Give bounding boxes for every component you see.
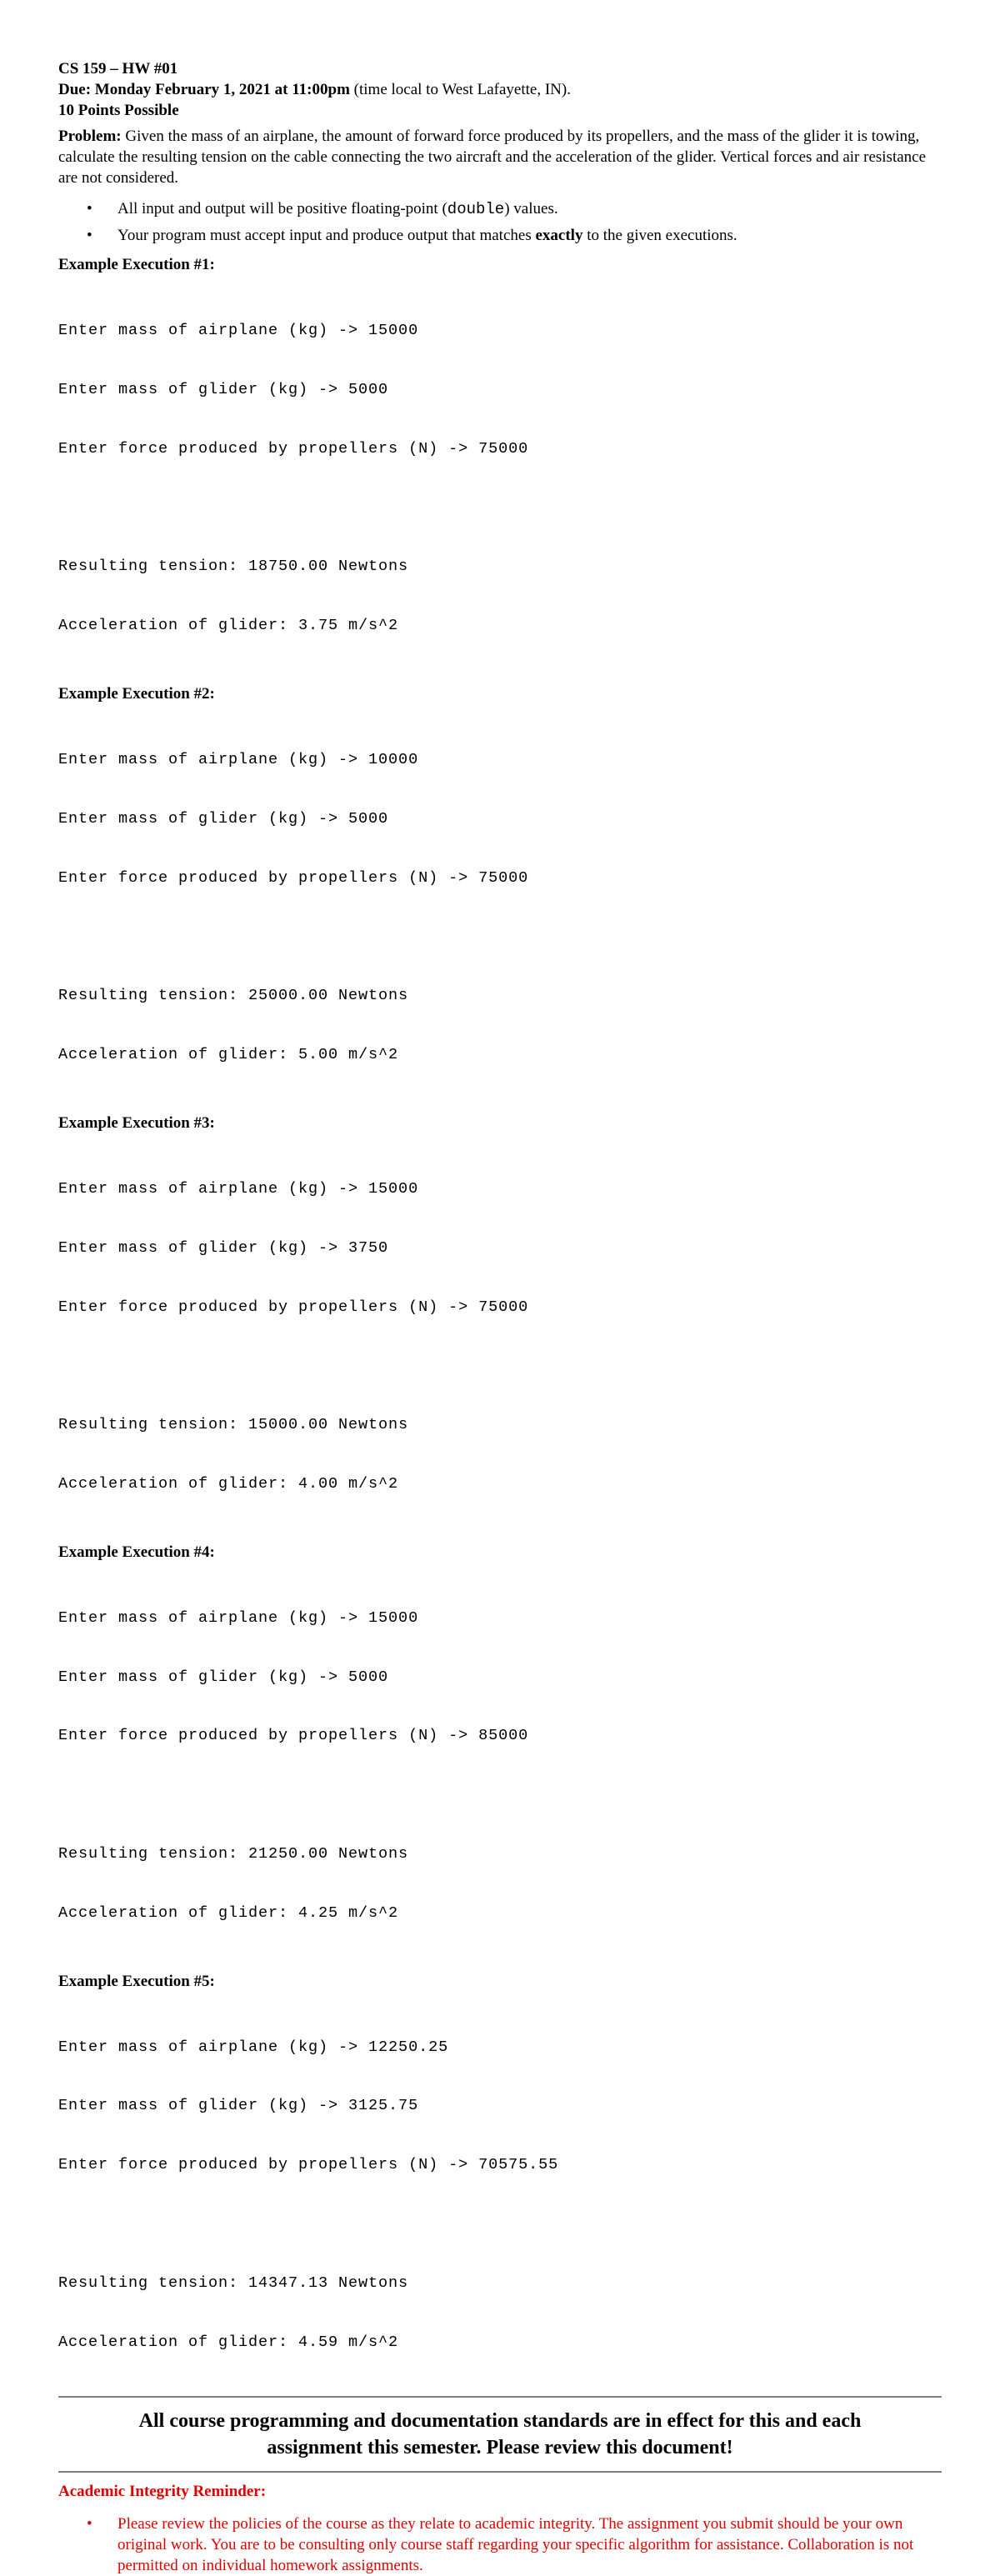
blank-line [58, 498, 942, 518]
problem-statement [58, 126, 942, 188]
standards-line: assignment this semester. Please review this document! [267, 2437, 733, 2459]
requirement-item [58, 198, 942, 220]
points-possible: 10 Points Possible [58, 102, 179, 119]
example-title: Example Execution #5: [58, 1972, 215, 1990]
example-title: Example Execution #3: [58, 1113, 215, 1132]
due-date: Due: Monday February 1, 2021 at 11:00pm [58, 81, 350, 98]
console-line: Enter mass of glider (kg) -> 3125.75 [58, 2097, 419, 2115]
bullet-icon: • [87, 2515, 92, 2533]
console-line: Acceleration of glider: 4.59 m/s^2 [58, 2333, 399, 2351]
divider [58, 2471, 942, 2473]
problem-label: Problem: [58, 128, 122, 145]
example-title: Example Execution #1: [58, 256, 215, 273]
example-title: Example Execution #4: [58, 1543, 215, 1561]
console-line: Enter mass of airplane (kg) -> 15000 [58, 1608, 419, 1627]
emphasis-exactly: exactly [535, 227, 583, 244]
blank-line [58, 1356, 942, 1376]
example-output [58, 1998, 942, 2392]
console-line: Enter mass of glider (kg) -> 5000 [58, 380, 389, 398]
console-line: Enter mass of airplane (kg) -> 15000 [58, 1179, 419, 1198]
example-output [58, 1569, 942, 1963]
integrity-text: Please review the policies of the course as they relate to academic integrity. The assignment you submit should be your own original work. You are to be consulting only course staff regarding your specific algorithm for assistance. Collaboration is not permitted on individual homework assignments. [118, 2515, 914, 2575]
blank-line [58, 1785, 942, 1805]
due-note: (time local to West Lafayette, IN). [349, 81, 571, 98]
code-double: double [447, 200, 505, 218]
console-line: Resulting tension: 25000.00 Newtons [58, 987, 409, 1005]
console-line: Enter mass of airplane (kg) -> 15000 [58, 322, 419, 340]
integrity-item [58, 2513, 942, 2576]
bullet-icon: • [87, 227, 92, 244]
console-line: Acceleration of glider: 3.75 m/s^2 [58, 617, 399, 635]
requirement-text: ) values. [504, 200, 558, 218]
example-execution [58, 254, 942, 675]
requirements-list [58, 198, 942, 246]
console-line: Enter force produced by propellers (N) -> 70575.55 [58, 2156, 559, 2174]
example-output [58, 282, 942, 675]
example-output [58, 1140, 942, 1533]
blank-line [58, 2214, 942, 2234]
console-line: Resulting tension: 14347.13 Newtons [58, 2273, 409, 2292]
example-execution [58, 1971, 942, 2392]
blank-line [58, 927, 942, 947]
example-execution [58, 683, 942, 1104]
standards-line: All course programming and documentation standards are in effect for this and each [138, 2410, 862, 2433]
standards-notice [58, 2408, 942, 2461]
console-line: Resulting tension: 21250.00 Newtons [58, 1844, 409, 1863]
requirement-text: to the given executions. [582, 227, 738, 244]
example-execution [58, 1542, 942, 1963]
console-line: Enter mass of glider (kg) -> 5000 [58, 809, 389, 828]
console-line: Resulting tension: 15000.00 Newtons [58, 1416, 409, 1434]
console-line: Enter mass of airplane (kg) -> 10000 [58, 751, 419, 769]
integrity-title: Academic Integrity Reminder: [58, 2483, 267, 2501]
console-line: Enter mass of airplane (kg) -> 12250.25 [58, 2038, 449, 2056]
bullet-icon: • [87, 200, 92, 218]
requirement-text: Your program must accept input and produce output that matches [118, 227, 536, 244]
console-line: Enter force produced by propellers (N) -> 75000 [58, 868, 529, 887]
example-execution [58, 1113, 942, 1533]
console-line: Acceleration of glider: 4.25 m/s^2 [58, 1903, 399, 1922]
problem-text: Given the mass of an airplane, the amount of forward force produced by its propellers, and the mass of the glider it is towing, calculate the resulting tension on the cable connecting the two aircraft and the acceleration of the glider. Vertical forces and air resistance are not considered. [58, 128, 927, 187]
example-output [58, 711, 942, 1104]
homework-document [58, 58, 942, 2576]
console-line: Enter mass of glider (kg) -> 5000 [58, 1668, 389, 1686]
requirement-text: All input and output will be positive floating-point ( [118, 200, 448, 218]
console-line: Resulting tension: 18750.00 Newtons [58, 558, 409, 576]
console-line: Enter force produced by propellers (N) -> 85000 [58, 1727, 529, 1745]
console-line: Enter force produced by propellers (N) -> 75000 [58, 1298, 529, 1316]
console-line: Enter mass of glider (kg) -> 3750 [58, 1238, 389, 1257]
divider [58, 2396, 942, 2398]
due-line [58, 79, 942, 100]
console-line: Acceleration of glider: 4.00 m/s^2 [58, 1474, 399, 1493]
console-line: Enter force produced by propellers (N) -> 75000 [58, 439, 529, 458]
integrity-list [58, 2513, 942, 2576]
course-title: CS 159 – HW #01 [58, 60, 178, 78]
requirement-item [58, 225, 942, 246]
example-title: Example Execution #2: [58, 684, 215, 703]
console-line: Acceleration of glider: 5.00 m/s^2 [58, 1045, 399, 1063]
